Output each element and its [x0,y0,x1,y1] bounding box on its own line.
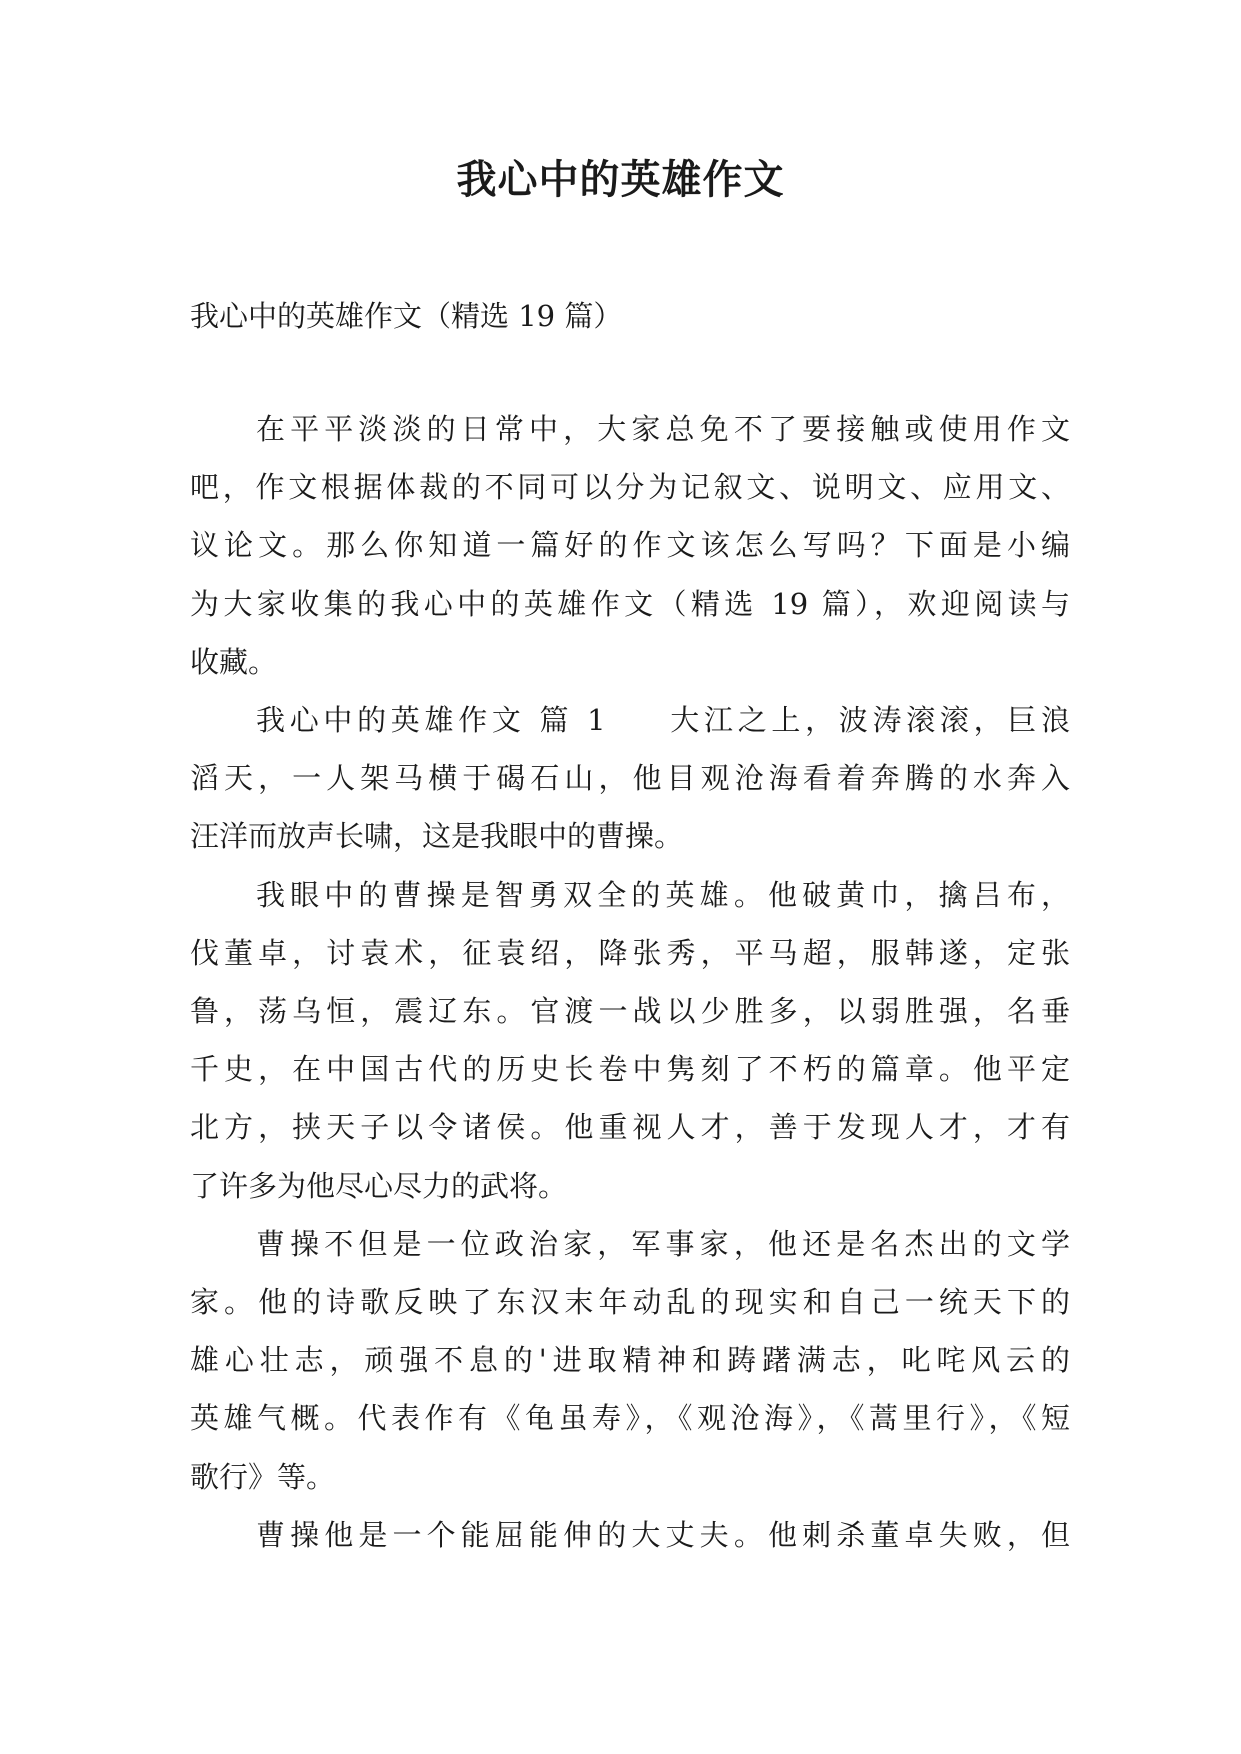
text-line: 北方，挟天子以令诸侯。他重视人才，善于发现人才，才有 [190,1110,1070,1145]
text-line: 收藏。 [190,644,278,679]
text-line: 曹操他是一个能屈能伸的大丈夫。他刺杀董卓失败，但 [256,1517,1070,1552]
text-line: 曹操不但是一位政治家，军事家，他还是名杰出的文学 [256,1226,1070,1261]
document-title: 我心中的英雄作文 [456,156,785,203]
text-line: 汪洋而放声长啸，这是我眼中的曹操。 [190,819,684,854]
text-line-content: 大江之上，波涛滚滚，巨浪 [665,703,1070,738]
text-line: 家。他的诗歌反映了东汉末年动乱的现实和自己一统天下的 [190,1285,1070,1320]
text-line [190,691,1070,749]
paragraph-cao-cao-hero [190,866,1070,1215]
text-line: 议论文。那么你知道一篇好的作文该怎么写吗？下面是小编 [190,528,1070,563]
paragraph-cao-cao-character [190,1506,1070,1564]
text-line: 我眼中的曹操是智勇双全的英雄。他破黄巾，擒吕布， [256,877,1070,912]
text-line: 吧，作文根据体裁的不同可以分为记叙文、说明文、应用文、 [190,470,1070,505]
paragraph-essay-1 [190,691,1070,866]
text-line: 英雄气概。代表作有《龟虽寿》，《观沧海》，《蒿里行》，《短 [190,1401,1070,1436]
text-line: 伐董卓，讨袁术，征袁绍，降张秀，平马超，服韩遂，定张 [190,935,1070,970]
text-line: 雄心壮志，顽强不息的'进取精神和踌躇满志，叱咤风云的 [190,1343,1070,1378]
document-subtitle: 我心中的英雄作文（精选 19 篇） [190,299,623,333]
text-line: 鲁，荡乌恒，震辽东。官渡一战以少胜多，以弱胜强，名垂 [190,994,1070,1029]
text-line: 为大家收集的我心中的英雄作文（精选 19 篇），欢迎阅读与 [190,586,1070,621]
essay-heading: 我心中的英雄作文 篇 1 [256,703,606,738]
document-body [190,400,1070,1564]
text-line: 在平平淡淡的日常中，大家总免不了要接触或使用作文 [256,412,1070,446]
paragraph-cao-cao-literature [190,1215,1070,1506]
text-line: 歌行》等。 [190,1459,336,1494]
text-line: 千史，在中国古代的历史长卷中隽刻了不朽的篇章。他平定 [190,1052,1070,1087]
paragraph-intro [190,400,1070,691]
text-line: 滔天，一人架马横于碣石山，他目观沧海看着奔腾的水奔入 [190,761,1070,796]
text-line: 了许多为他尽心尽力的武将。 [190,1168,568,1203]
